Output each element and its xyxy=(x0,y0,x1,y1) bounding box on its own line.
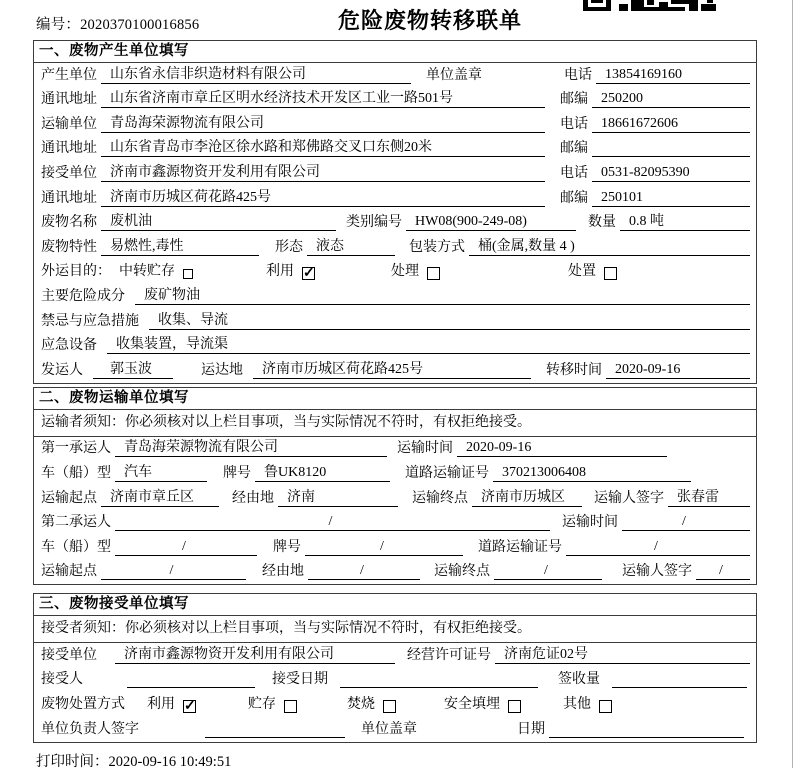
row-producer-address xyxy=(34,88,756,113)
disposal-storage-label: 贮存 xyxy=(248,697,276,713)
transporter-address-label: 通讯地址 xyxy=(41,141,97,157)
vehicle-type1-value: 汽车 xyxy=(115,461,207,482)
responsible-signature-label: 单位负责人签字 xyxy=(41,721,139,737)
producer-address-label: 通讯地址 xyxy=(41,92,97,108)
producer-unit-value: 山东省永信非织造材料有限公司 xyxy=(101,63,411,84)
road-permit1-label: 道路运输证号 xyxy=(405,465,489,481)
shipper-value: 郭玉波 xyxy=(93,358,173,379)
form-state-label: 形态 xyxy=(275,239,303,255)
row-responsible-signature xyxy=(34,717,756,742)
transfer-time-label: 转移时间 xyxy=(546,362,602,378)
purpose-dispose-checkbox xyxy=(604,267,617,280)
transport-time2-label: 运输时间 xyxy=(562,515,618,531)
row-receiver-notice xyxy=(34,616,756,643)
producer-phone-label: 电话 xyxy=(564,67,592,83)
transport-time2-value: / xyxy=(622,514,750,531)
purpose-dispose-label: 处置 xyxy=(568,264,596,280)
waste-property-label: 废物特性 xyxy=(41,239,97,255)
transporter-notice-text: 你必须核对以上栏目事项，当与实际情况不符时，有权拒绝接受。 xyxy=(125,414,531,430)
row-route1 xyxy=(34,486,756,511)
accept-person-value xyxy=(127,671,255,688)
row-receive-unit xyxy=(34,161,756,186)
taboo-emergency-value: 收集、导流 xyxy=(149,309,750,330)
category-number-value: HW08(900-249-08) xyxy=(406,214,576,231)
row-accept-unit xyxy=(34,643,756,668)
qr-code-fragment-icon xyxy=(583,0,716,16)
row-first-carrier xyxy=(34,437,756,462)
main-hazard-value: 废矿物油 xyxy=(135,284,750,305)
purpose-utilize-label: 利用 xyxy=(266,264,294,280)
origin2-label: 运输起点 xyxy=(41,564,97,580)
disposal-utilize-label: 利用 xyxy=(147,697,175,713)
plate-number1-label: 牌号 xyxy=(223,465,251,481)
sign1-label: 运输人签字 xyxy=(594,490,664,506)
seal-date-label: 日期 xyxy=(517,721,545,737)
section-receiver-title: 三、废物接受单位填写 xyxy=(34,594,756,616)
transport-unit-value: 青岛海荣源物流有限公司 xyxy=(101,112,545,133)
row-accept-person xyxy=(34,668,756,693)
business-permit-value: 济南危证02号 xyxy=(495,643,750,664)
vehicle-type2-value: / xyxy=(115,539,257,556)
disposal-landfill-checkbox xyxy=(508,700,521,713)
via1-label: 经由地 xyxy=(232,490,274,506)
transporter-phone-label: 电话 xyxy=(560,116,588,132)
receiver-address-value: 济南市历城区荷花路425号 xyxy=(101,186,545,207)
transport-time1-value: 2020-09-16 xyxy=(457,440,667,457)
row-vehicle2 xyxy=(34,535,756,560)
signed-quantity-value xyxy=(612,671,747,688)
outbound-purpose-label: 外运目的： xyxy=(41,264,111,280)
via1-value: 济南 xyxy=(278,486,398,507)
producer-address-value: 山东省济南市章丘区明水经济技术开发区工业一路501号 xyxy=(101,88,545,109)
section-receiver xyxy=(33,593,757,742)
origin1-value: 济南市章丘区 xyxy=(101,486,219,507)
packaging-label: 包装方式 xyxy=(409,239,465,255)
road-permit2-value: / xyxy=(566,539,750,556)
receiver-postcode-value: 250101 xyxy=(592,190,750,207)
print-time-label: 打印时间： xyxy=(36,753,109,770)
row-main-hazard xyxy=(34,284,756,309)
first-carrier-value: 青岛海荣源物流有限公司 xyxy=(115,437,387,458)
receiver-postcode-label: 邮编 xyxy=(560,190,588,206)
accept-unit-value: 济南市鑫源物资开发利用有限公司 xyxy=(115,643,395,664)
vehicle-type1-label: 车（船）型 xyxy=(41,465,111,481)
row-transporter-address xyxy=(34,137,756,162)
origin1-label: 运输起点 xyxy=(41,490,97,506)
row-taboo-emergency xyxy=(34,309,756,334)
emergency-equipment-label: 应急设备 xyxy=(41,338,97,354)
section-producer xyxy=(33,40,757,384)
row-vehicle1 xyxy=(34,461,756,486)
accept-date-label: 接受日期 xyxy=(272,672,328,688)
producer-postcode-value: 250200 xyxy=(592,91,750,108)
second-carrier-value: / xyxy=(115,514,550,531)
accept-unit-label: 接受单位 xyxy=(41,647,97,663)
transporter-postcode-value xyxy=(592,140,750,157)
row-second-carrier xyxy=(34,511,756,536)
disposal-incinerate-checkbox xyxy=(383,700,396,713)
disposal-method-label: 废物处置方式 xyxy=(41,697,125,713)
receiver-address-label: 通讯地址 xyxy=(41,190,97,206)
producer-unit-label: 产生单位 xyxy=(41,67,97,83)
via2-value: / xyxy=(308,563,420,580)
row-waste-property xyxy=(34,235,756,260)
waste-name-value: 废机油 xyxy=(101,211,336,232)
road-permit1-value: 370213006408 xyxy=(493,465,691,482)
disposal-other-checkbox xyxy=(599,700,612,713)
purpose-treat-checkbox xyxy=(427,267,440,280)
shipper-label: 发运人 xyxy=(41,362,83,378)
form-header xyxy=(0,0,796,40)
sign2-label: 运输人签字 xyxy=(622,564,692,580)
seal-date-value xyxy=(549,721,744,738)
producer-postcode-label: 邮编 xyxy=(560,92,588,108)
disposal-other-label: 其他 xyxy=(563,697,591,713)
disposal-landfill-label: 安全填埋 xyxy=(444,697,500,713)
purpose-utilize-checkbox xyxy=(302,267,315,280)
end1-label: 运输终点 xyxy=(412,490,468,506)
sign1-value: 张春雷 xyxy=(668,486,750,507)
receiver-phone-value: 0531-82095390 xyxy=(592,165,750,182)
section-transporter-title: 二、废物运输单位填写 xyxy=(34,388,756,410)
emergency-equipment-value: 收集装置，导流渠 xyxy=(107,334,750,355)
section-producer-title: 一、废物产生单位填写 xyxy=(34,41,756,63)
receiver-phone-label: 电话 xyxy=(560,165,588,181)
receiver-notice-label: 接受者须知： xyxy=(41,621,125,637)
disposal-utilize-checkbox xyxy=(183,700,196,713)
row-route2 xyxy=(34,560,756,585)
row-receiver-address xyxy=(34,186,756,211)
row-transporter-notice xyxy=(34,410,756,437)
section-transporter xyxy=(33,387,757,586)
row-transport-unit xyxy=(34,112,756,137)
disposal-incinerate-label: 焚烧 xyxy=(347,697,375,713)
receive-unit-value: 济南市鑫源物资开发利用有限公司 xyxy=(101,161,545,182)
end2-label: 运输终点 xyxy=(434,564,490,580)
responsible-signature-value xyxy=(205,721,345,738)
end2-value: / xyxy=(494,563,602,580)
document-number-label: 编号： xyxy=(36,17,81,33)
purpose-transfer-storage-checkbox xyxy=(183,269,193,279)
business-permit-label: 经营许可证号 xyxy=(407,647,491,663)
packaging-value: 桶(金属,数量 4 ) xyxy=(469,235,750,256)
sign2-value: / xyxy=(696,563,750,580)
row-emergency-equipment xyxy=(34,334,756,359)
row-shipper xyxy=(34,358,756,383)
purpose-treat-label: 处理 xyxy=(391,264,419,280)
row-waste-name xyxy=(34,211,756,236)
page-edge-line xyxy=(792,0,793,768)
receive-unit-label: 接受单位 xyxy=(41,165,97,181)
origin2-value: / xyxy=(101,563,246,580)
producer-phone-value: 13854169160 xyxy=(596,67,750,84)
disposal-storage-checkbox xyxy=(284,700,297,713)
document-number xyxy=(36,13,199,34)
purpose-transfer-storage-label: 中转贮存 xyxy=(119,264,175,280)
vehicle-type2-label: 车（船）型 xyxy=(41,539,111,555)
transport-unit-label: 运输单位 xyxy=(41,116,97,132)
plate-number2-label: 牌号 xyxy=(273,539,301,555)
destination-label: 运达地 xyxy=(201,362,243,378)
print-time-value: 2020-09-16 10:49:51 xyxy=(108,753,232,770)
receiver-notice-text: 你必须核对以上栏目事项，当与实际情况不符时，有权拒绝接受。 xyxy=(125,621,531,637)
end1-value: 济南市历城区 xyxy=(472,486,582,507)
unit-seal-label: 单位盖章 xyxy=(426,67,482,83)
transporter-notice-label: 运输者须知： xyxy=(41,414,125,430)
plate-number2-value: / xyxy=(305,539,463,556)
waste-name-label: 废物名称 xyxy=(41,215,97,231)
form-state-value: 液态 xyxy=(307,235,395,256)
page-title: 危险废物转移联单 xyxy=(338,8,523,33)
main-hazard-label: 主要危险成分 xyxy=(41,288,125,304)
row-outbound-purpose xyxy=(34,260,756,285)
transporter-postcode-label: 邮编 xyxy=(560,141,588,157)
transport-time1-label: 运输时间 xyxy=(397,441,453,457)
accept-date-value xyxy=(340,671,538,688)
accept-person-label: 接受人 xyxy=(41,672,83,688)
first-carrier-label: 第一承运人 xyxy=(41,441,111,457)
transporter-address-value: 山东省青岛市李沧区徐水路和郑佛路交叉口东侧20米 xyxy=(101,137,545,158)
transfer-time-value: 2020-09-16 xyxy=(606,362,750,379)
signed-quantity-label: 签收量 xyxy=(558,672,600,688)
plate-number1-value: 鲁UK8120 xyxy=(255,461,390,482)
waste-property-value: 易燃性,毒性 xyxy=(101,235,259,256)
category-number-label: 类别编号 xyxy=(346,215,402,231)
quantity-label: 数量 xyxy=(588,215,616,231)
transporter-phone-value: 18661672606 xyxy=(592,116,750,133)
document-number-value: 2020370100016856 xyxy=(80,17,200,33)
taboo-emergency-label: 禁忌与应急措施 xyxy=(41,313,139,329)
receiver-seal-label: 单位盖章 xyxy=(361,721,417,737)
road-permit2-label: 道路运输证号 xyxy=(478,539,562,555)
via2-label: 经由地 xyxy=(262,564,304,580)
row-disposal-method xyxy=(34,692,756,717)
row-producer-unit xyxy=(34,63,756,88)
second-carrier-label: 第二承运人 xyxy=(41,515,111,531)
quantity-value: 0.8 吨 xyxy=(620,211,750,232)
destination-value: 济南市历城区荷花路425号 xyxy=(253,358,531,379)
